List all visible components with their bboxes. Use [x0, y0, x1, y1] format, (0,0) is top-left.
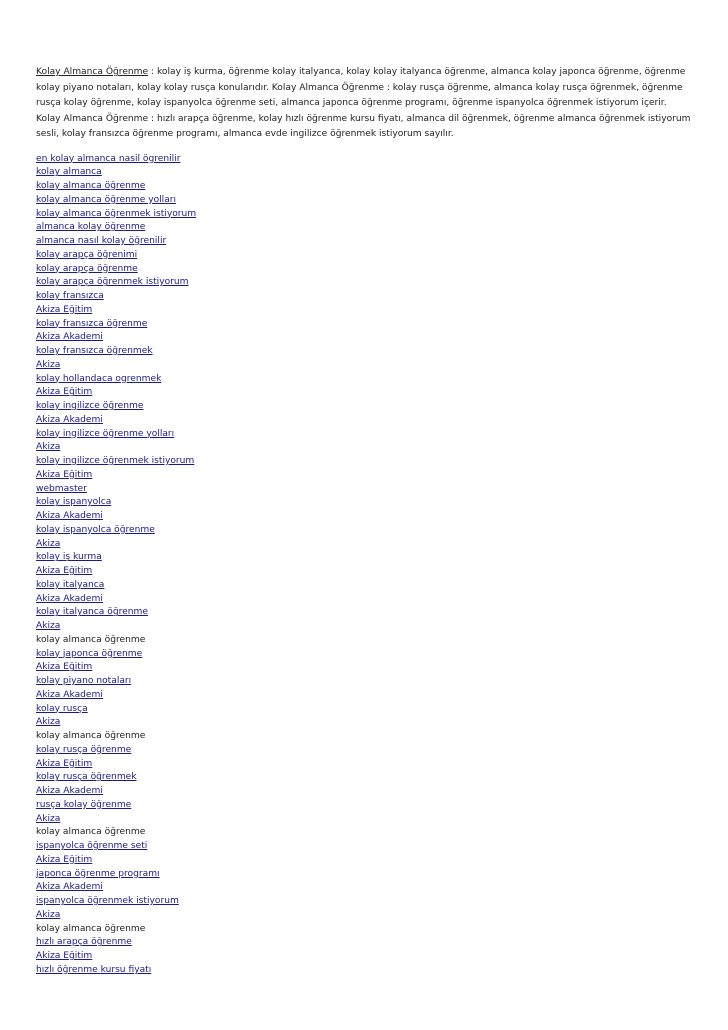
list-link[interactable]: Akiza Eğitim [36, 469, 93, 480]
list-item [36, 235, 692, 249]
list-link[interactable]: Akiza [36, 359, 61, 370]
list-link[interactable]: kolay fransızca öğrenme [36, 318, 148, 329]
list-item [36, 331, 692, 345]
list-item [36, 579, 692, 593]
list-item [36, 799, 692, 813]
list-link[interactable]: kolay japonca öğrenme [36, 648, 143, 659]
list-item [36, 689, 692, 703]
list-link[interactable]: kolay piyano notaları [36, 676, 132, 686]
list-item [36, 510, 692, 524]
list-item [36, 373, 692, 387]
list-item [36, 606, 692, 620]
list-link[interactable]: Akiza [36, 538, 61, 549]
list-link[interactable]: kolay rusça [36, 703, 88, 714]
list-link[interactable]: kolay ingilizce öğrenme yolları [36, 428, 175, 439]
list-item [36, 455, 692, 469]
list-item [36, 620, 692, 634]
list-item [36, 441, 692, 455]
list-item [36, 964, 692, 978]
list-item [36, 166, 692, 180]
list-item [36, 771, 692, 785]
list-link[interactable]: Akiza Eğitim [36, 387, 93, 398]
list-link[interactable]: kolay ingilizce öğrenme [36, 401, 144, 411]
list-link[interactable]: kolay rusça öğrenme [36, 744, 132, 755]
list-item [36, 318, 692, 332]
list-link[interactable]: rusça kolay öğrenme [36, 799, 132, 810]
list-item [36, 895, 692, 909]
list-item [36, 675, 692, 689]
list-item [36, 386, 692, 400]
list-link[interactable]: kolay iş kurma [36, 552, 102, 563]
list-link[interactable]: kolay ispanyolca [36, 497, 112, 508]
list-link[interactable]: kolay hollandaca ogrenmek [36, 373, 162, 384]
list-link[interactable]: hızlı öğrenme kursu fiyatı [36, 964, 152, 975]
intro-paragraph [36, 65, 692, 143]
list-link[interactable]: almanca nasıl kolay öğrenilir [36, 236, 167, 246]
list-item [36, 400, 692, 414]
list-link[interactable]: Akiza Akademi [36, 786, 103, 796]
list-text: kolay almanca öğrenme [36, 731, 146, 741]
list-link[interactable]: en kolay almanca nasil ögrenilir [36, 153, 181, 164]
list-item [36, 249, 692, 263]
list-link[interactable]: kolay italyanca [36, 579, 105, 590]
list-link[interactable]: ispanyolca öğrenme seti [36, 841, 148, 851]
list-item [36, 840, 692, 854]
list-link[interactable]: kolay arapça öğrenimi [36, 249, 138, 260]
list-link[interactable]: Akiza Eğitim [36, 854, 93, 865]
list-link[interactable]: kolay italyanca öğrenme [36, 607, 148, 618]
list-link[interactable]: Akiza [36, 909, 61, 920]
list-link[interactable]: Akiza Eğitim [36, 304, 93, 315]
list-text: kolay almanca öğrenme [36, 923, 146, 934]
list-link[interactable]: kolay almanca öğrenmek istiyorum [36, 208, 197, 219]
list-item [36, 909, 692, 923]
list-text: kolay almanca öğrenme [36, 827, 146, 838]
list-item [36, 345, 692, 359]
list-item [36, 950, 692, 964]
list-item [36, 868, 692, 882]
list-link[interactable]: Akiza Eğitim [36, 758, 93, 769]
list-item [36, 936, 692, 950]
list-link[interactable]: hızlı arapça öğrenme [36, 937, 132, 948]
list-item [36, 854, 692, 868]
list-link[interactable]: Akiza Eğitim [36, 566, 93, 576]
list-link[interactable]: kolay almanca [36, 167, 102, 178]
list-link[interactable]: Akiza Akademi [36, 882, 103, 893]
list-item [36, 414, 692, 428]
list-item [36, 716, 692, 730]
list-item [36, 290, 692, 304]
list-item [36, 593, 692, 607]
list-link[interactable]: kolay arapça öğrenme [36, 263, 138, 274]
list-link[interactable]: Akiza [36, 442, 61, 453]
list-link[interactable]: Akiza [36, 621, 61, 631]
list-link[interactable]: Akiza Akademi [36, 593, 103, 604]
list-item [36, 469, 692, 483]
list-item [36, 881, 692, 895]
title-link[interactable]: Kolay Almanca Öğrenme [36, 67, 149, 77]
list-text: kolay almanca öğrenme [36, 634, 146, 645]
list-link[interactable]: almanca kolay öğrenme [36, 222, 146, 233]
list-link[interactable]: kolay fransızca öğrenmek [36, 346, 153, 356]
list-item [36, 703, 692, 717]
list-link[interactable]: Akiza [36, 717, 61, 728]
list-item [36, 304, 692, 318]
list-item [36, 276, 692, 290]
list-link[interactable]: kolay ingilizce öğrenmek istiyorum [36, 456, 195, 466]
list-item [36, 551, 692, 565]
list-item [36, 359, 692, 373]
list-link[interactable]: kolay almanca öğrenme [36, 181, 146, 191]
list-item [36, 661, 692, 675]
list-item [36, 524, 692, 538]
list-link[interactable]: kolay arapça öğrenmek istiyorum [36, 277, 189, 288]
list-link[interactable]: kolay fransızca [36, 291, 104, 301]
list-link[interactable]: Akiza Eğitim [36, 951, 93, 961]
link-list [36, 153, 692, 978]
list-item [36, 538, 692, 552]
list-item [36, 923, 692, 937]
list-item [36, 194, 692, 208]
list-item [36, 634, 692, 648]
list-link[interactable]: Akiza Akademi [36, 511, 103, 521]
list-item [36, 428, 692, 442]
intro-text: : kolay iş kurma, öğrenme kolay italyanca, kolay kolay italyanca öğrenme, almanca kolay japonca öğrenme, öğrenme kolay piyano notaları, kolay kolay rusça konularıdır. Kolay Almanca Öğrenme : kolay rusça öğrenme, almanca kolay rusça öğrenmek, öğrenme rusça kolay öğrenme, kolay ispanyolca öğrenme seti, almanca japonca öğrenme programı, öğrenme ispanyolca öğrenmek istiyorum içerir. Kolay Almanca Öğrenme : hızlı arapça öğrenme, kolay hızlı öğrenme kursu fiyatı, almanca dil öğrenmek, öğrenme almanca öğrenmek istiyorum sesli, kolay fransızca öğrenme programı, almanca evde ingilizce öğrenmek istiyorum sayılır. [36, 67, 691, 139]
list-link[interactable]: Akiza Eğitim [36, 662, 93, 673]
list-item [36, 813, 692, 827]
list-item [36, 730, 692, 744]
list-link[interactable]: kolay almanca öğrenme yolları [36, 194, 177, 205]
list-item [36, 263, 692, 277]
list-item [36, 496, 692, 510]
list-item [36, 483, 692, 497]
list-link[interactable]: kolay ispanyolca öğrenme [36, 524, 155, 535]
list-link[interactable]: ispanyolca öğrenmek istiyorum [36, 896, 179, 906]
list-item [36, 221, 692, 235]
list-item [36, 826, 692, 840]
list-link[interactable]: Akiza Akademi [36, 332, 103, 343]
list-item [36, 758, 692, 772]
list-item [36, 648, 692, 662]
list-link[interactable]: japonca öğrenme programı [36, 868, 160, 879]
list-link[interactable]: webmaster [36, 483, 87, 494]
list-item [36, 785, 692, 799]
list-link[interactable]: Akiza Akademi [36, 689, 103, 700]
list-link[interactable]: kolay rusça öğrenmek [36, 772, 137, 783]
list-item [36, 153, 692, 167]
list-link[interactable]: Akiza [36, 813, 61, 824]
list-item [36, 565, 692, 579]
list-item [36, 744, 692, 758]
list-link[interactable]: Akiza Akademi [36, 414, 103, 425]
list-item [36, 208, 692, 222]
list-item [36, 180, 692, 194]
